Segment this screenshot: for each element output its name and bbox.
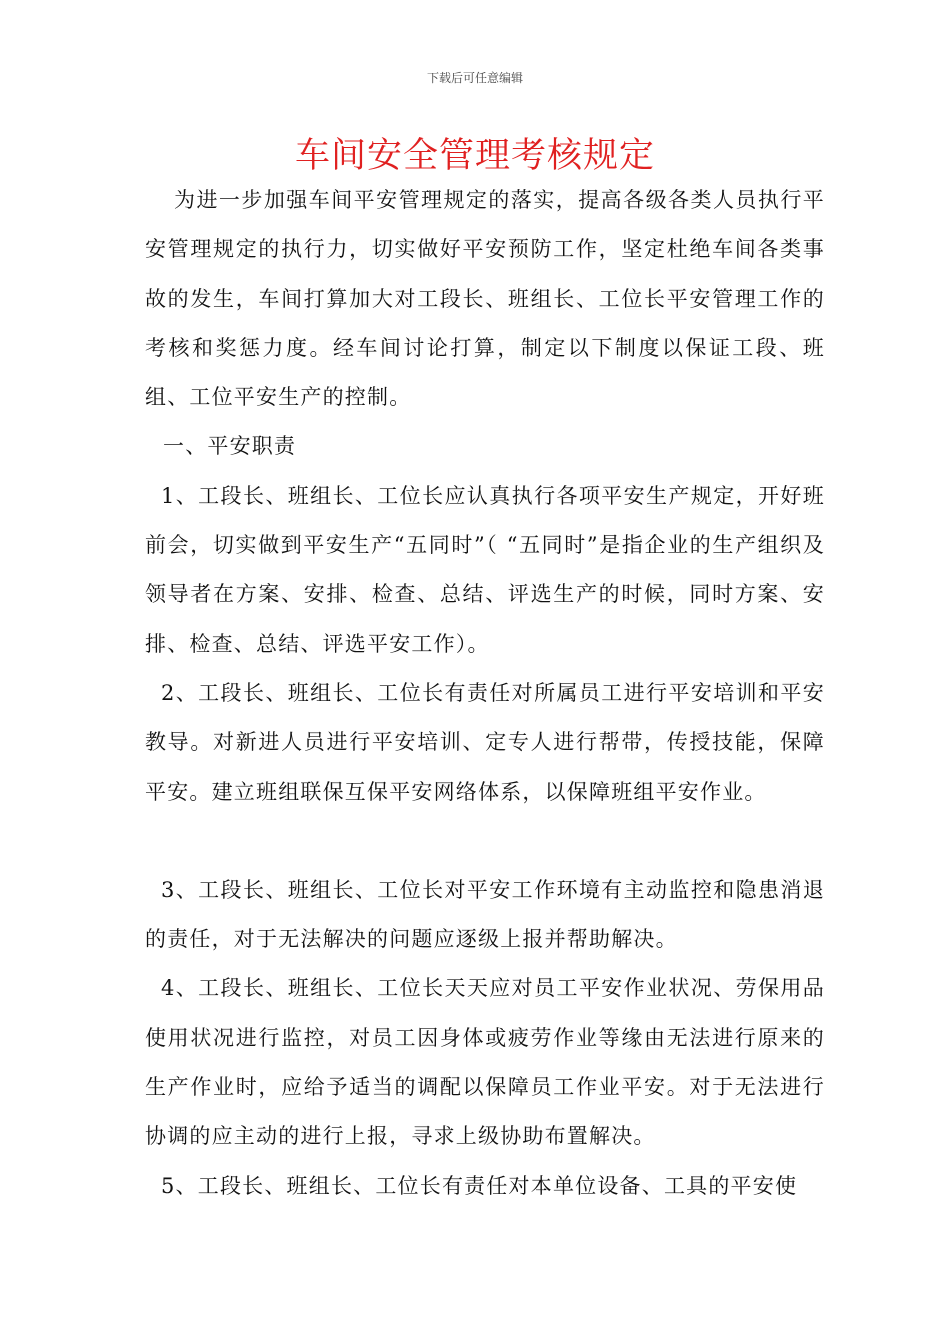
list-item: 5、工段长、班组长、工位长有责任对本单位设备、工具的平安使 xyxy=(161,1173,798,1198)
document-body xyxy=(145,176,825,1211)
list-item: 2、工段长、班组长、工位长有责任对所属员工进行平安培训和平安教导。对新进人员进行平安培训、定专人进行帮带，传授技能，保障平安。建立班组联保互保平安网络体系，以保障班组平安作业。 xyxy=(145,680,825,804)
list-item: 3、工段长、班组长、工位长对平安工作环境有主动监控和隐患消退的责任，对于无法解决的问题应逐级上报并帮助解决。 xyxy=(145,877,825,952)
list-item: 4、工段长、班组长、工位长天天应对员工平安作业状况、劳保用品使用状况进行监控，对员工因身体或疲劳作业等缘由无法进行原来的生产作业时，应给予适当的调配以保障员工作业平安。对于无法进行协调的应主动的进行上报，寻求上级协助布置解决。 xyxy=(145,976,825,1149)
list-item: 1、工段长、班组长、工位长应认真执行各项平安生产规定，开好班前会，切实做到平安生产“五同时”（ “五同时”是指企业的生产组织及领导者在方案、安排、检查、总结、评选生产的时候，同时方案、安排、检查、总结、评选平安工作）。 xyxy=(145,483,825,656)
document-title: 车间安全管理考核规定 xyxy=(294,136,655,176)
intro-paragraph: 为进一步加强车间平安管理规定的落实，提高各级各类人员执行平安管理规定的执行力，切实做好平安预防工作，坚定杜绝车间各类事故的发生，车间打算加大对工段长、班组长、工位长平安管理工作的考核和奖惩力度。经车间讨论打算，制定以下制度以保证工段、班组、工位平安生产的控制。 xyxy=(145,188,825,410)
section-heading: 一、平安职责 xyxy=(163,434,297,459)
paragraph-gap xyxy=(145,817,825,866)
header-note: 下载后可任意编辑 xyxy=(426,71,523,85)
